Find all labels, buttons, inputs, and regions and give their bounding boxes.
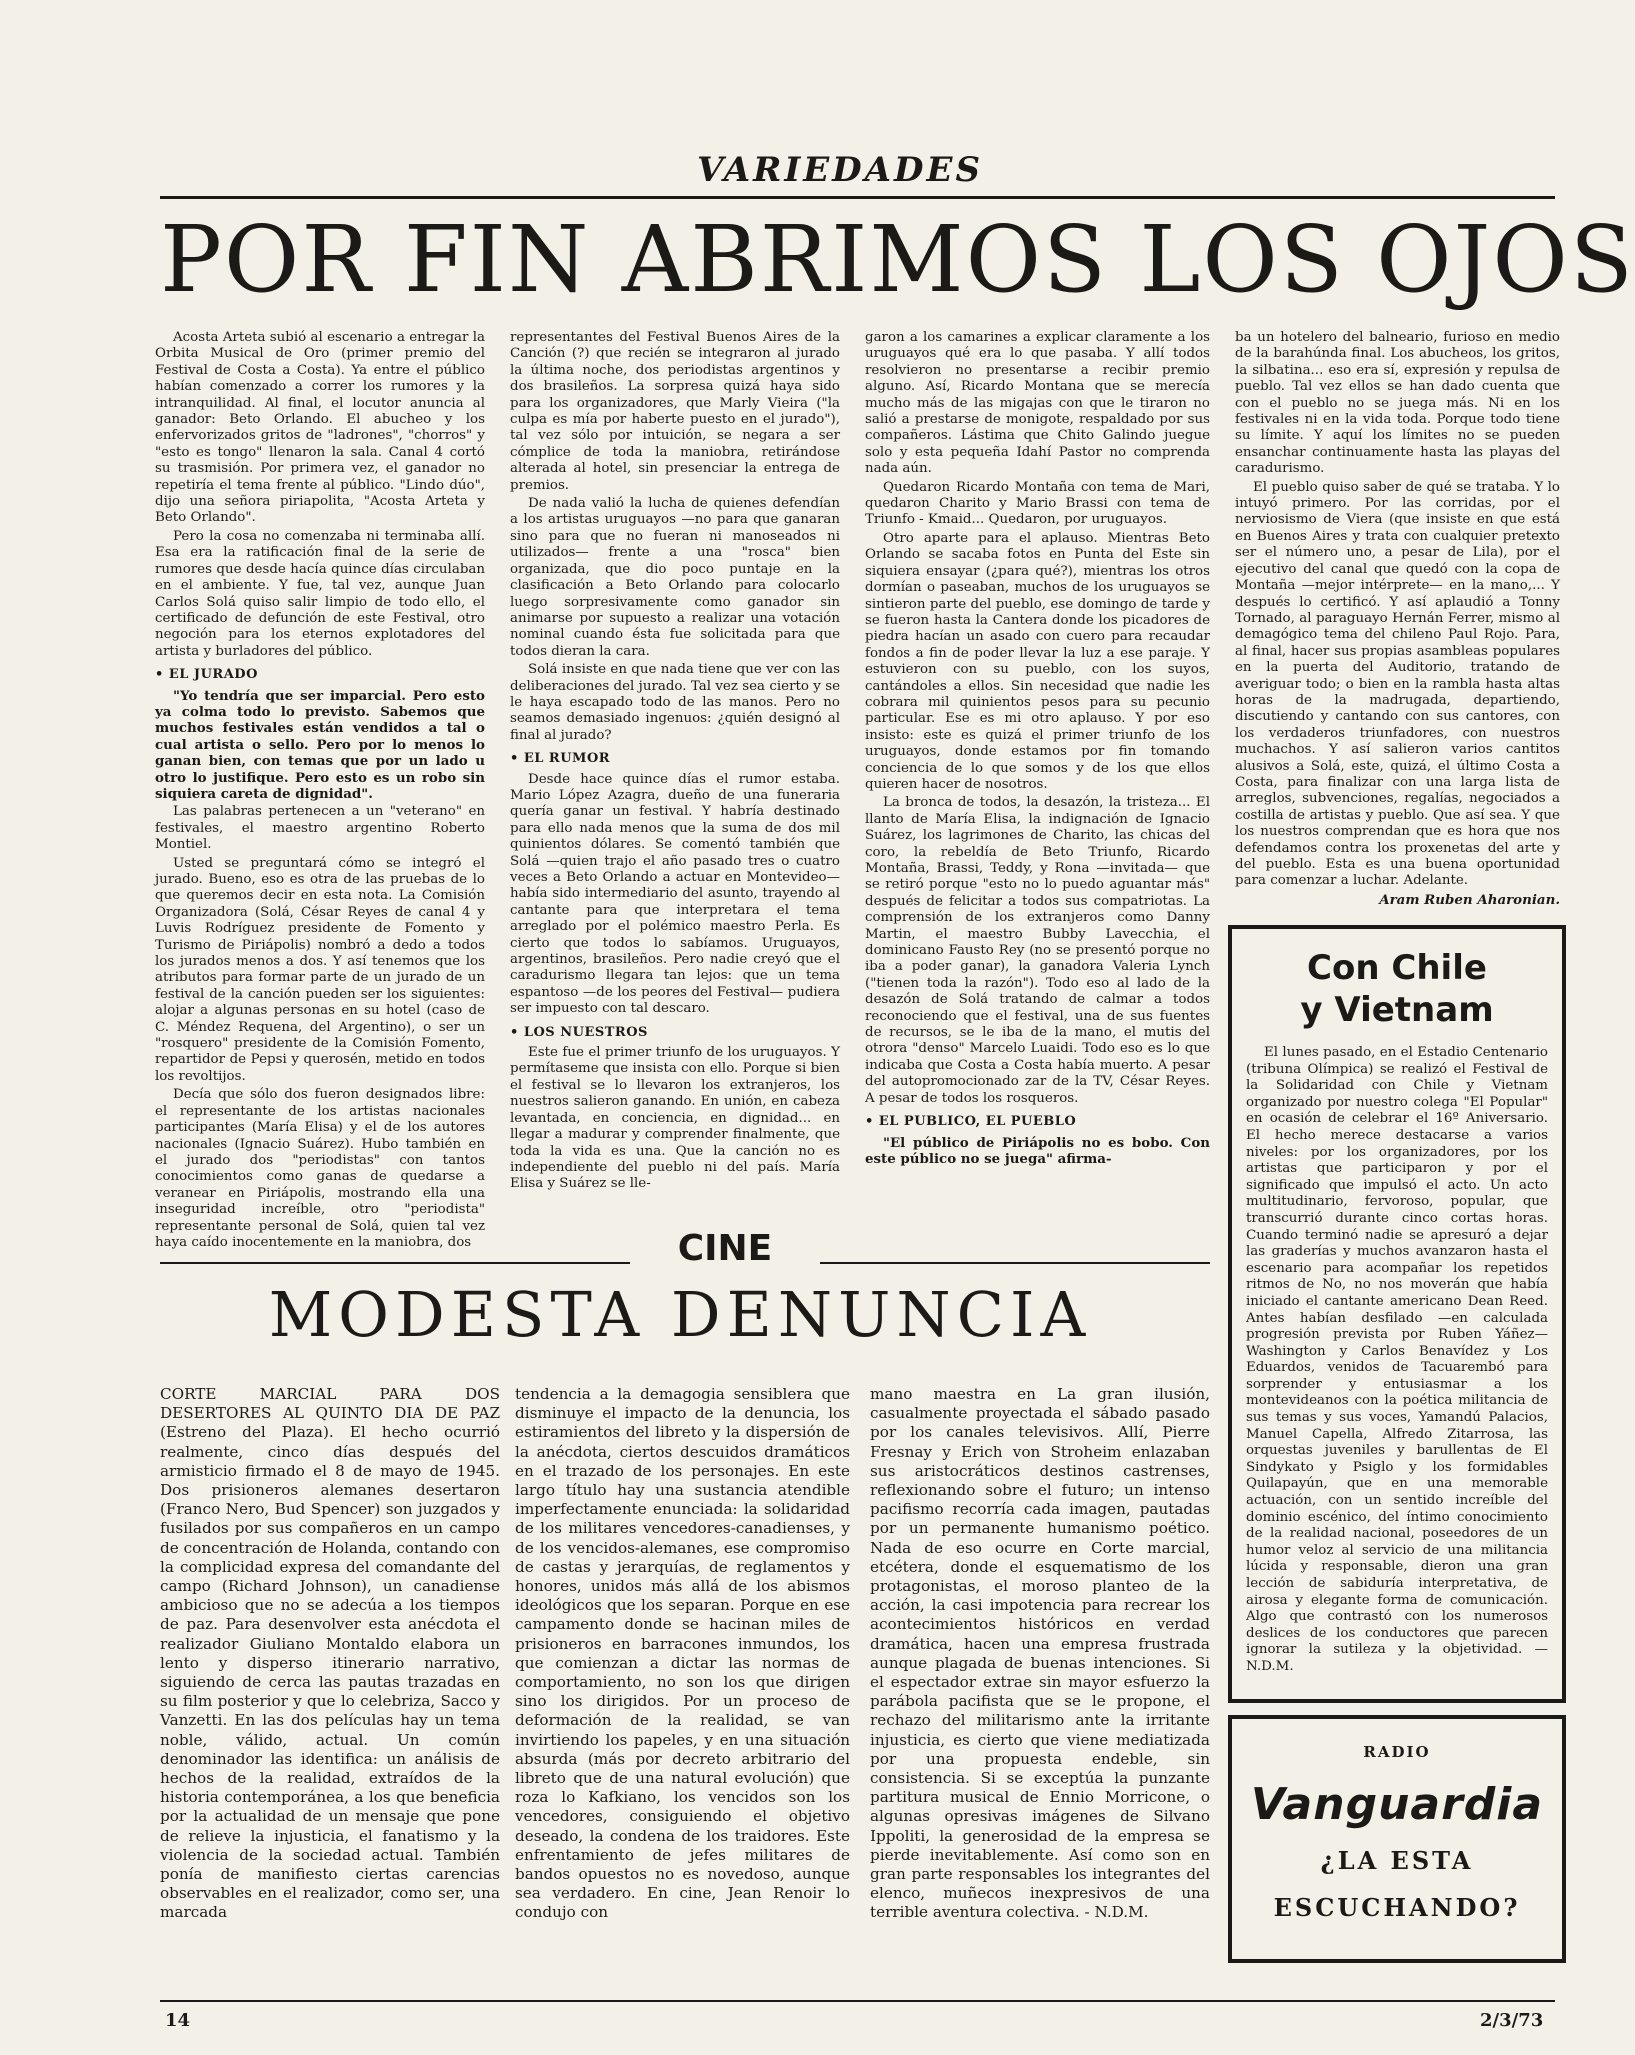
- issue-date: 2/3/73: [1480, 2010, 1544, 2031]
- paragraph: De nada valió la lucha de quienes defendían a los artistas uruguayos —no para que ganaran sino para que no fueran ni manoseados ni utilizados— frente a una "rosca" bien organizada, que dio poco puntaje en la clasificación a Beto Orlando para colocarlo luego sorpresivamente como ganador sin animarse por supuesto a realizar una votación nominal cuando ésta fue solicitada para que todos dieran la cara.: [510, 496, 840, 659]
- page-number: 14: [165, 2010, 191, 2031]
- paragraph: ba un hotelero del balneario, furioso en medio de la barahúnda final. Los abucheos, los gritos, la silbatina... eso era sí, expresión y repulsa de pueblo. Tal vez ellos se han dado cuenta que con el pueblo no se juega más. Ni en los festivales ni en la vida toda. Porque todo tiene su límite. Y aquí los límites no se pueden ensanchar continuamente hasta las playas del caradurismo.: [1235, 330, 1560, 477]
- chile-box-title-2: y Vietnam: [1300, 990, 1494, 1030]
- chile-box-title-1: Con Chile: [1307, 948, 1487, 988]
- radio-vanguardia-box: [1228, 1715, 1566, 1963]
- radio-label: RADIO: [1363, 1743, 1431, 1761]
- radio-question-2: ESCUCHANDO?: [1273, 1893, 1521, 1922]
- paragraph: Este fue el primer triunfo de los uruguayos. Y permítaseme que insista con ello. Porque si bien el festival se lo llevaron los extranjeros, los nuestros salieron ganando. En unión, en cabeza levantada, en conciencia, en dignidad... en llegar a madurar y comprender finalmente, que toda la vida es una. Que la canción no es independiente del pueblo ni del país. María Elisa y Suárez se lle-: [510, 1045, 840, 1192]
- paragraph: Las palabras pertenecen a un "veterano" en festivales, el maestro argentino Roberto Montiel.: [155, 804, 485, 853]
- cine-column-3: [870, 1385, 1210, 1990]
- article-column-3: [865, 330, 1210, 1225]
- paragraph: Otro aparte para el aplauso. Mientras Beto Orlando se sacaba fotos en Punta del Este sin siquiera ensayar (¿para qué?), mientras los otros dormían o paseaban, muchos de los uruguayos se sintieron parte del pueblo, ese domingo de tarde y se fueron hasta la Cantera donde los picadores de piedra hacían un asado con cuero para recaudar fondos a fin de poder llevar la luz a ese paraje. Y estuvieron con su pueblo, con los suyos, cantándoles a ellos. Sin necesidad que nadie les cobrara mil quinientos pesos para su pecunio particular. Ese es mi otro aplauso. Y por eso insisto: este es quizá el primer triunfo de los uruguayos, donde estamos por fin tomando conciencia de lo que somos y de los que ellos quieren hacer de nosotros.: [865, 530, 1210, 792]
- subheading: • EL JURADO: [155, 667, 485, 683]
- article-signature: Aram Ruben Aharonian.: [1379, 891, 1560, 908]
- paragraph: CORTE MARCIAL PARA DOS DESERTORES AL QUINTO DIA DE PAZ (Estreno del Plaza). El hecho ocurrió realmente, cinco días después del armisticio firmado el 8 de mayo de 1945. Dos prisioneros alemanes desertaron (Franco Nero, Bud Spencer) son juzgados y fusilados por sus compañeros en un campo de concentración de Holanda, contando con la complicidad expresa del comandante del campo (Richard Johnson), un canadiense ambicioso que no se adecúa a los tiempos de paz. Para desenvolver esta anécdota el realizador Giuliano Montaldo elabora un lento y disperso itinerario narrativo, siguiendo de cerca las pautas trazadas en su film posterior y que lo celebriza, Sacco y Vanzetti. En las dos películas hay un tema noble, válido, actual. Un común denominador las identifica: un análisis de hechos de la realidad, extraídos de la historia contemporánea, a los que beneficia por la actualidad de un mensaje que pone de relieve la injusticia, el fanatismo y la violencia de la sociedad actual. También ponía de manifiesto ciertas carencias observables en el realizador, como ser, una marcada: [160, 1385, 500, 1922]
- paragraph: Solá insiste en que nada tiene que ver con las deliberaciones del jurado. Tal vez sea cierto y se le haya escapado todo de las manos. Pero no seamos demasiado ingenuos: ¿quién designó al final al jurado?: [510, 662, 840, 743]
- quote-paragraph: "El público de Piriápolis no es bobo. Con este público no se juega" afirma-: [865, 1134, 1210, 1167]
- top-rule: [160, 196, 1555, 199]
- paragraph: Usted se preguntará cómo se integró el jurado. Bueno, eso es otra de las pruebas de lo que queremos decir en esta nota. La Comisión Organizadora (Solá, César Reyes de canal 4 y Luvis Rodríguez presidente de Fomento y Turismo de Piriápolis) nombró a dedo a todos los jurados menos a dos. Y así tenemos que los atributos para formar parte de un jurado de un festival de la canción pueden ser los siguientes: alojar a algunas personas en su hotel (caso de C. Méndez Requena, del Argentino), o ser un "rosquero" presidente de la Comisión Fomento, repartidor de Pepsi y querosén, metido en todos los revoltijos.: [155, 855, 485, 1084]
- main-headline: POR FIN ABRIMOS LOS OJOS: [160, 206, 1635, 313]
- cine-column-1: [160, 1385, 500, 1990]
- paragraph: garon a los camarines a explicar claramente a los uruguayos qué era lo que pasaba. Y allí todos resolvieron no presentarse a recibir premio alguno. Así, Ricardo Montana que se merecía mucho más de las migajas con que le tiraron no salió a prestarse de monigote, respaldado por sus compañeros. Lástima que Chito Galindo juegue solo y esta pequeña Idahí Pastor no comprenda nada aún.: [865, 330, 1210, 477]
- chile-paragraph: El lunes pasado, en el Estadio Centenario (tribuna Olímpica) se realizó el Festival de la Solidaridad con Chile y Vietnam organizado por nuestro colega "El Popular" en ocasión de celebrar el 16º Aniversario. El hecho merece destacarse a varios niveles: por los organizadores, por los artistas que participaron y por el significado que impulsó el acto. Un acto multitudinario, fervoroso, popular, que transcurrió durante cinco cortas horas. Cuando terminó nadie se apresuró a dejar las graderías y muchos avanzaron hasta el escenario para acompañar los repetidos ritmos de No, no nos moverán que había iniciado el cantante americano Dean Reed. Antes habían desfilado —en calculada progresión prevista por Ruben Yáñez— Washington y Carlos Benavídez y Los Eduardos, venidos de Tacuarembó para sorprender y entusiasmar a los montevideanos con la poética militancia de sus temas y sus voces, Yamandú Palacios, Manuel Capella, Alfredo Zitarrosa, las orquestas juveniles y barullentas de El Sindykato y Psiglo y los formidables Quilapayún, que en una memorable actuación, con un sentido increíble del dominio escénico, del íntimo conocimiento de la realidad nacional, poseedores de un humor veloz al servicio de una militancia lúcida y responsable, dieron una gran lección de sabiduría interpretativa, de airosa y elegante forma de comunicación. Algo que contrastó con los numerosos deslices de los conductores que parecen ignorar la sutileza y la objetividad. — N.D.M.: [1246, 1045, 1548, 1674]
- paragraph: Quedaron Ricardo Montaña con tema de Mari, quedaron Charito y Mario Brassi con tema de Triunfo - Kmaid... Quedaron, por uruguayos.: [865, 479, 1210, 528]
- cine-rule-right: [820, 1262, 1210, 1264]
- radio-name: Vanguardia: [1250, 1779, 1544, 1830]
- subheading: • EL PUBLICO, EL PUEBLO: [865, 1114, 1210, 1130]
- chile-vietnam-box: [1228, 925, 1566, 1703]
- article-column-4: [1235, 330, 1560, 910]
- paragraph: Decía que sólo dos fueron designados libre: el representante de los artistas nacionales participantes (María Elisa) y el de los autores nacionales (Ignacio Suárez). Hubo también en el jurado dos "periodistas" con tantos conocimientos como ganas de quedarse a veranear en Piriápolis, mostrando ella una inseguridad increíble, otro "periodista" representante personal de Solá, quien tal vez haya caído inocentemente en la maniobra, dos: [155, 1087, 485, 1250]
- paragraph: mano maestra en La gran ilusión, casualmente proyectada el sábado pasado por los canales televisivos. Allí, Pierre Fresnay y Erich von Stroheim enlazaban sus aristocráticos destinos castrenses, reflexionando sobre el futuro; un intenso pacifismo recorría cada imagen, pautadas por un permanente humanismo poético. Nada de eso ocurre en Corte marcial, etcétera, donde el esquematismo de los protagonistas, el moroso planteo de la acción, la casi impotencia para recrear los acontecimientos históricos en verdad dramática, hacen una empresa frustrada aunque plagada de buenas intenciones. Si el espectador extrae sin mayor esfuerzo la parábola pacifista que se le propone, el rechazo del militarismo ante la irritante injusticia, es cierto que viene mediatizada por una propuesta endeble, sin consistencia. Si se exceptúa la punzante partitura musical de Ennio Morricone, o algunas opresivas imágenes de Silvano Ippoliti, la generosidad de la empresa se pierde inevitablemente. Así como son en gran parte responsables los integrantes del elenco, muñecos inexpresivos de una terrible aventura colectiva. - N.D.M.: [870, 1385, 1210, 1922]
- paragraph: Pero la cosa no comenzaba ni terminaba allí. Esa era la ratificación final de la serie de rumores que desde hacía quince días circulaban en el ambiente. Y fue, tal vez, aunque Juan Carlos Solá quiso salir limpio de todo ello, el certificado de defunción de este Festival, otro negoción para los eternos explotadores del artista y burladores del público.: [155, 528, 485, 659]
- article-column-2: [510, 330, 840, 1225]
- paragraph: Desde hace quince días el rumor estaba. Mario López Azagra, dueño de una funeraria quería ganar un festival. Y habría destinado para ello nada menos que la suma de dos mil quinientos dólares. Se comentó también que Solá —quien trajo el año pasado tres o cuatro veces a Beto Orlando a actuar en Montevideo— había sido intermediario del asunto, trayendo al cantante para que interpretara el tema arreglado por el polémico maestro Perla. Es cierto que todos lo sabíamos. Uruguayos, argentinos, brasileños. Pero nadie creyó que el caradurismo llegara tan lejos: que un tema espantoso —de los peores del Festival— pudiera ser impuesto con tal descaro.: [510, 771, 840, 1017]
- paragraph: El pueblo quiso saber de qué se trataba. Y lo intuyó primero. Por las corridas, por el nerviosismo de Viera (que insiste en que está en Buenos Aires y trata con cualquier pretexto ser el número uno, a pesar de Lila), por el ejecutivo del canal que quedó con la copa de Montaña —mejor intérprete— en la mano,... Y después lo certificó. Y así aplaudió a Tonny Tornado, al paraguayo Hernán Ferrer, mismo al demagógico tema del chileno Paul Rojo. Para, al final, hacer sus propias asambleas populares en la puerta del Auditorio, tratando de averiguar todo; o bien en la rambla hasta altas horas de la madrugada, departiendo, discutiendo y cantando con sus cantores, con los verdaderos triunfadores, con nuestros muchachos. Y así salieron varios cantitos alusivos a Solá, este, quizá, el último Costa a Costa, para finalizar con una larga lista de arreglos, subvenciones, regalías, negociados a costilla de artistas y pueblo. Que así sea. Y que los nuestros comprendan que es hora que nos defendamos contra los proxenetas del arte y del pueblo. Esta es una buena oportunidad para comenzar a luchar. Adelante.: [1235, 479, 1560, 889]
- section-label: VARIEDADES: [696, 150, 983, 190]
- paragraph: Acosta Arteta subió al escenario a entregar la Orbita Musical de Oro (primer premio del Festival de Costa a Costa). Ya entre el público habían comenzado a correr los rumores y la intranquilidad. Al final, el locutor anuncia al ganador: Beto Orlando. El abucheo y los enfervorizados gritos de "ladrones", "chorros" y "esto es tongo" llenaron la sala. Canal 4 cortó su trasmisión. Por primera vez, el ganador no repetiría el tema frente al público. "Lindo dúo", dijo una señora piriapolita, "Acosta Arteta y Beto Orlando".: [155, 330, 485, 526]
- article-column-4-body: [1235, 330, 1560, 890]
- cine-headline: MODESTA DENUNCIA: [268, 1278, 1092, 1351]
- cine-rule-left: [160, 1262, 630, 1264]
- cine-label: CINE: [677, 1228, 773, 1269]
- radio-question-1: ¿LA ESTA: [1320, 1846, 1474, 1875]
- subheading: • EL RUMOR: [510, 751, 840, 767]
- quote-paragraph: "Yo tendría que ser imparcial. Pero esto ya colma todo lo previsto. Sabemos que muchos festivales están vendidos a tal o cual artista o sello. Pero por lo menos lo ganan bien, con temas que por un lado u otro lo justifique. Pero esto es un robo sin siquiera careta de dignidad".: [155, 687, 485, 802]
- subheading: • LOS NUESTROS: [510, 1025, 840, 1041]
- bottom-rule: [160, 2000, 1555, 2002]
- cine-column-2: [515, 1385, 850, 1990]
- paragraph: tendencia a la demagogia sensiblera que disminuye el impacto de la denuncia, los estiramientos del libreto y la dispersión de la anécdota, ciertos descuidos dramáticos en el trazado de los personajes. En este largo título hay una sustancia atendible imperfectamente enunciada: la solidaridad de los militares vencedores-canadienses, y de los vencidos-alemanes, ese compromiso de castas y jerarquías, de reglamentos y honores, unidos más allá de los abismos ideológicos que los separan. Porque en ese campamento donde se hacinan miles de prisioneros en barracones inmundos, los que comienzan a dictar las normas de comportamiento, no son los que dirigen sino los dirigidos. Por un proceso de deformación de la realidad, se van invirtiendo los papeles, y en una situación absurda (más por decreto arbitrario del libreto que de una natural evolución) que roza lo Kafkiano, los vencidos son los vencedores, consiguiendo el objetivo deseado, la condena de los traidores. Este enfrentamiento de jefes militares de bandos opuestos no es novedoso, aunque sea verdadero. En cine, Jean Renoir lo condujo con: [515, 1385, 850, 1922]
- paragraph: representantes del Festival Buenos Aires de la Canción (?) que recién se integraron al jurado la última noche, dos periodistas argentinos y dos brasileños. La sorpresa quizá haya sido para los organizadores, que Marly Vieira ("la culpa es mía por haberte puesto en el jurado"), tal vez sólo por intuición, se negara a ser cómplice de toda la maniobra, retirándose alterada al hotel, sin presenciar la entrega de premios.: [510, 330, 840, 493]
- paragraph: La bronca de todos, la desazón, la tristeza... El llanto de María Elisa, la indignación de Ignacio Suárez, los lagrimones de Charito, las chicas del coro, la rebeldía de Beto Triunfo, Ricardo Montaña, Brassi, Teddy, y Rona —invitada— que se retiró porque "esto no lo puedo aguantar más" después de felicitar a todos sus compatriotas. La comprensión de los extranjeros como Danny Martin, el maestro Bubby Lavecchia, el dominicano Fausto Rey (no se presentó porque no iba a poder ganar), la ganadora Valeria Lynch ("tienen toda la razón"). Todo eso al lado de la desazón de Solá tratando de calmar a todos reconociendo que el festival, una de sus fuentes de recursos, se le iba de la mano, el mutis del otrora "denso" Marcelo Luaidi. Todo eso es lo que indicaba que Costa a Costa había muerto. A pesar del autopromocionado zar de la TV, César Reyes. A pesar de todos los rosqueros.: [865, 795, 1210, 1106]
- chile-box-text: [1232, 1045, 1562, 1676]
- article-column-1: [155, 330, 485, 1250]
